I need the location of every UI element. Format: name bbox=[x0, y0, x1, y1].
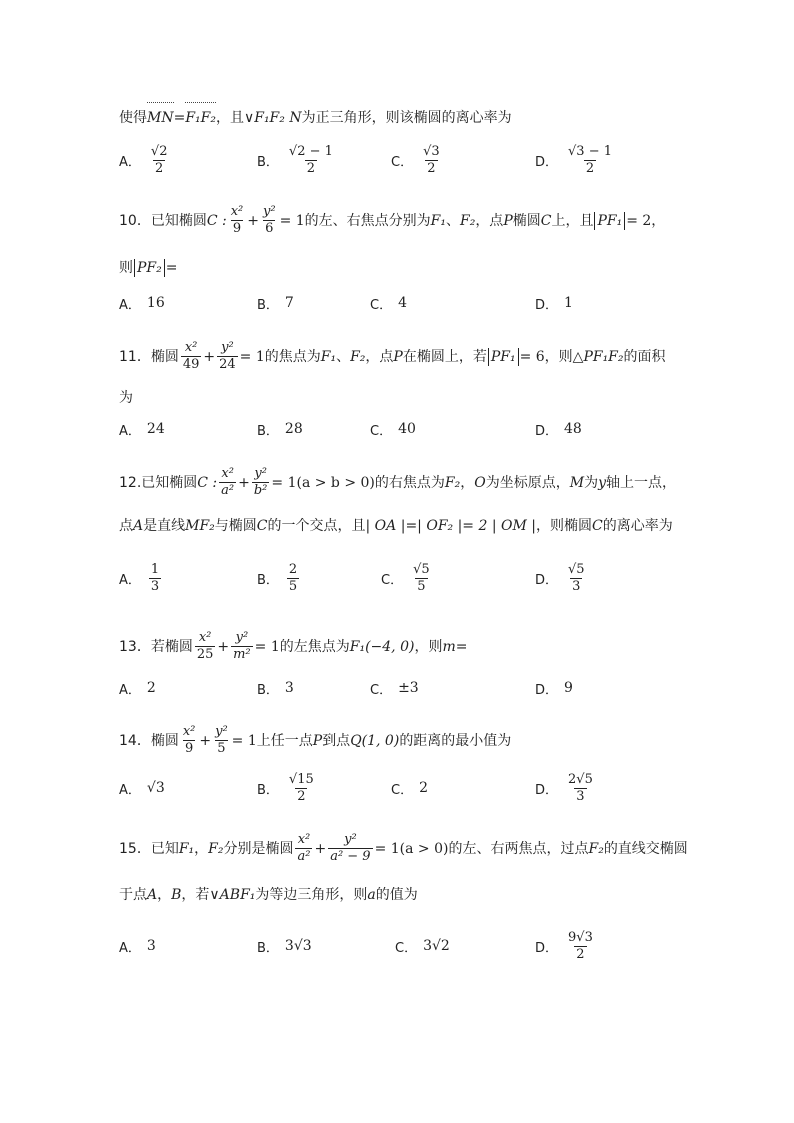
q10-choice-b[interactable]: B． 7 bbox=[257, 295, 294, 313]
q12-stem-line2: 点 A 是直线 MF₂ 与椭圆 C 的一个交点，且 | OA |=| OF₂ |= 2 | OM | ，则椭圆 C 的离心率为 bbox=[119, 518, 673, 534]
q9-choice-c[interactable]: C． $\frac{√3}{2}$ bbox=[391, 143, 440, 176]
q13-choice-b[interactable]: B． 3 bbox=[257, 680, 294, 698]
q9-stem bbox=[119, 108, 512, 128]
q9-vector-f1f2: F₁F₂ bbox=[185, 110, 216, 126]
q13-choice-d[interactable]: D． 9 bbox=[535, 680, 573, 698]
q9-vector-mn: MN bbox=[147, 110, 174, 126]
q11-choice-c[interactable]: C． 40 bbox=[370, 421, 416, 439]
q9-text-a: 使得 bbox=[119, 110, 147, 126]
q10-lead: 10．已知椭圆 bbox=[119, 212, 207, 229]
q11-choice-a[interactable]: A． 24 bbox=[119, 421, 165, 439]
q10-choice-d[interactable]: D． 1 bbox=[535, 295, 573, 313]
q9-triangle: ∨F₁F₂ N bbox=[243, 110, 302, 126]
q12-choice-a[interactable]: A． $\frac{1}{3}$ bbox=[119, 561, 160, 594]
q13-lead: 13．若椭圆 bbox=[119, 638, 193, 655]
q11-stem-line2: 为 bbox=[119, 390, 133, 406]
q12-choice-b[interactable]: B． $\frac{2}{5}$ bbox=[257, 561, 298, 594]
q9-text-c: 为正三角形，则该椭圆的离心率为 bbox=[301, 110, 512, 126]
q9-text-b: ，且 bbox=[215, 110, 244, 126]
q15-choice-c[interactable]: C． 3√2 bbox=[395, 938, 450, 956]
q15-stem-line2: 于点 A ， B ，若 ∨ABF₁ 为等边三角形，则 a 的值为 bbox=[119, 887, 418, 903]
q10-choice-a[interactable]: A． 16 bbox=[119, 295, 165, 313]
q15-lead: 15．已知 bbox=[119, 840, 179, 857]
q9-choice-b[interactable]: B． $\frac{√2 - 1}{2}$ bbox=[257, 143, 333, 176]
q12-choice-c[interactable]: C． $\frac{√5}{5}$ bbox=[381, 561, 430, 594]
q9-choice-d[interactable]: D． $\frac{√3 - 1}{2}$ bbox=[535, 143, 612, 176]
q14-choice-a[interactable]: A． √3 bbox=[119, 780, 165, 798]
q13-choice-c[interactable]: C． ±3 bbox=[370, 680, 419, 698]
q12-choice-d[interactable]: D． $\frac{√5}{3}$ bbox=[535, 561, 585, 594]
q14-stem: 14．椭圆 $\frac{\text{x²}}{9}$ + $\frac{\text{y²}}{5}$ = 1 上任一点 P 到点 Q(1, 0) 的距离的最小值为 bbox=[119, 724, 512, 756]
q10-stem: 10．已知椭圆 C : $\frac{\text{x²}}{9}$ + $\frac{\text{y²}}{6}$ = 1 的左、右焦点分别为 F₁ 、 F₂ ，点 P 椭圆 C 上，且 PF₁ = 2， bbox=[119, 204, 666, 236]
q15-choice-a[interactable]: A． 3 bbox=[119, 938, 156, 956]
q11-choice-b[interactable]: B． 28 bbox=[257, 421, 303, 439]
q12-stem: 12.已知椭圆 C : $\frac{\text{x²}}{\text{a²}}$ + $\frac{\text{y²}}{\text{b²}}$ = 1(a > b > 0) 的右焦点为 F₂ ， O 为坐标原点， M 为 y 轴上一点， bbox=[119, 466, 676, 498]
q15-choice-d[interactable]: D． $\frac{9√3}{2}$ bbox=[535, 929, 593, 962]
q14-choice-b[interactable]: B． $\frac{√15}{2}$ bbox=[257, 771, 314, 804]
q14-lead: 14．椭圆 bbox=[119, 732, 179, 749]
q9-choice-a[interactable]: A． $\frac{√2}{2}$ bbox=[119, 143, 168, 176]
q11-stem: 11．椭圆 $\frac{\text{x²}}{49}$ + $\frac{\text{y²}}{24}$ = 1 的焦点为 F₁ 、 F₂ ，点 P 在椭圆上，若 PF₁ = 6，则 △PF₁F₂ 的面积 bbox=[119, 340, 666, 372]
q11-lead: 11．椭圆 bbox=[119, 348, 179, 365]
q9-equals: = bbox=[173, 110, 186, 126]
q11-choice-d[interactable]: D． 48 bbox=[535, 421, 582, 439]
q12-lead: 12.已知椭圆 bbox=[119, 474, 198, 491]
q10-stem-line2: 则 PF₂ = bbox=[119, 260, 178, 276]
q10-choice-c[interactable]: C． 4 bbox=[370, 295, 407, 313]
q13-stem: 13．若椭圆 $\frac{\text{x²}}{25}$ + $\frac{\text{y²}}{\text{m²}}$ = 1 的左焦点为 F₁(−4, 0) ，则 m = bbox=[119, 630, 468, 662]
q14-choice-d[interactable]: D． $\frac{2√5}{3}$ bbox=[535, 771, 593, 804]
q15-choice-b[interactable]: B． 3√3 bbox=[257, 938, 312, 956]
q15-stem: 15．已知 F₁ ， F₂ 分别是椭圆 $\frac{\text{x²}}{\text{a²}}$ + $\frac{\text{y²}}{\text{a² − 9}}$ = 1(a > 0) 的左、右两焦点，过点 F₂ 的直线交椭圆 bbox=[119, 832, 688, 864]
q14-choice-c[interactable]: C． 2 bbox=[391, 780, 428, 798]
q13-choice-a[interactable]: A． 2 bbox=[119, 680, 156, 698]
